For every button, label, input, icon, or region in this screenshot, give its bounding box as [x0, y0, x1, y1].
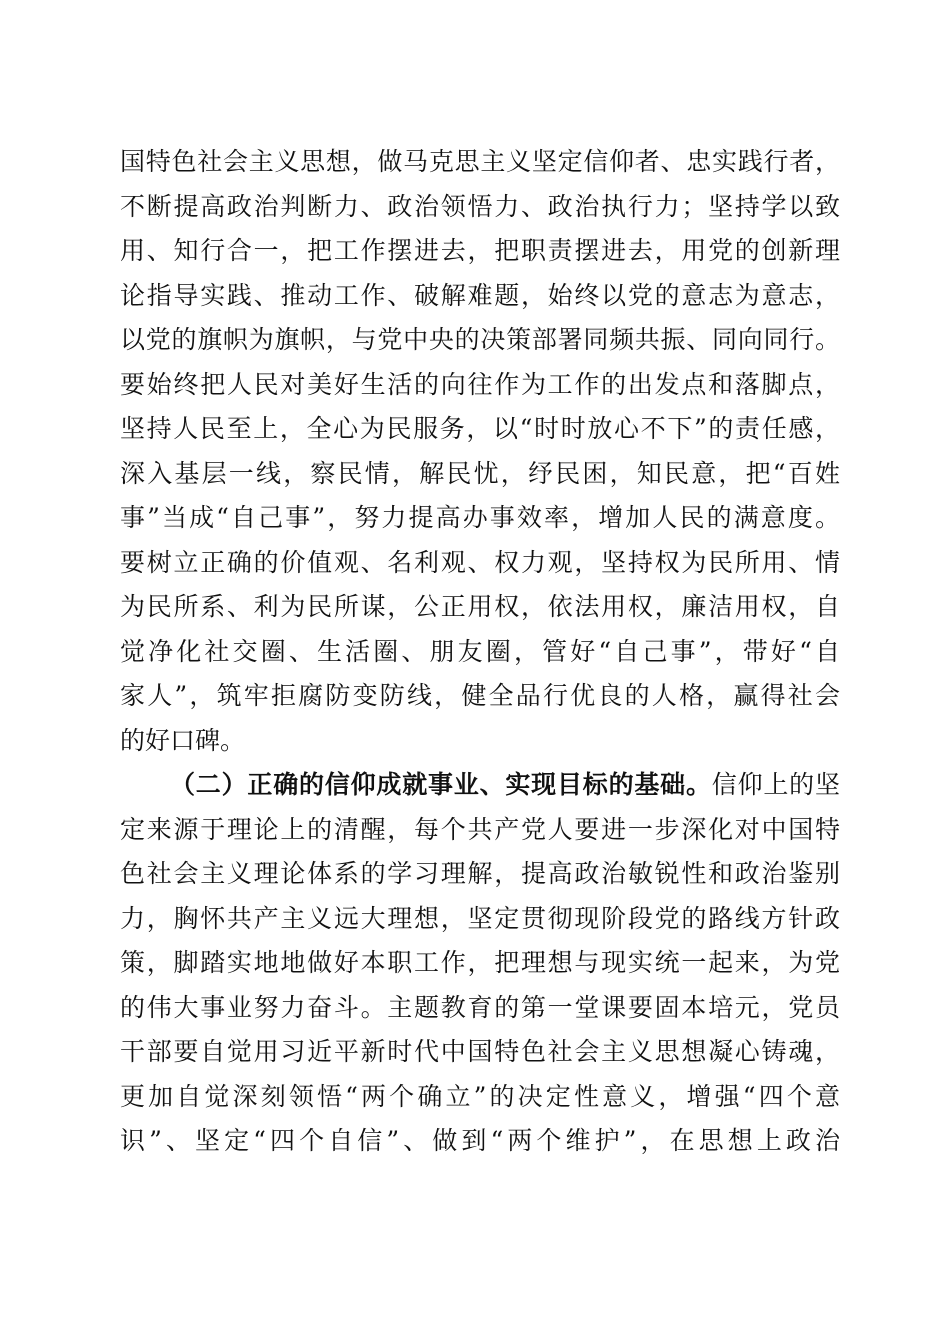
text-line: 论指导实践、推动工作、破解难题，始终以党的意志为意志， — [120, 280, 840, 310]
text-line: 觉净化社交圈、生活圈、朋友圈，管好“自己事”，带好“自 — [120, 636, 840, 666]
section-heading: （二）正确的信仰成就事业、实现目标的基础。 — [170, 770, 712, 799]
text-line: 为民所系、利为民所谋，公正用权，依法用权，廉洁用权，自 — [120, 592, 840, 621]
body-text — [120, 140, 840, 1164]
text-line: 国特色社会主义思想，做马克思主义坚定信仰者、忠实践行者， — [120, 147, 840, 176]
text-line: 的伟大事业努力奋斗。主题教育的第一堂课要固本培元，党员 — [120, 992, 840, 1022]
text-line: 深入基层一线，察民情，解民忧，纾民困，知民意，把“百姓 — [120, 458, 840, 488]
text-line: 识”、坚定“四个自信”、做到“两个维护”，在思想上政治 — [120, 1126, 840, 1155]
text-line: 坚持人民至上，全心为民服务，以“时时放心不下”的责任感， — [120, 414, 840, 443]
section-heading-line — [120, 763, 840, 808]
text-line: 家人”，筑牢拒腐防变防线，健全品行优良的人格，赢得社会 — [120, 681, 840, 710]
text-line: 要树立正确的价值观、名利观、权力观，坚持权为民所用、情 — [120, 547, 840, 577]
text-line: 的好口碑。 — [120, 725, 246, 755]
text-line: 定来源于理论上的清醒，每个共产党人要进一步深化对中国特 — [120, 814, 840, 844]
text-line: 色社会主义理论体系的学习理解，提高政治敏锐性和政治鉴别 — [120, 859, 840, 888]
text-line: 事”当成“自己事”，努力提高办事效率，增加人民的满意度。 — [120, 503, 840, 532]
text-line: 力，胸怀共产主义远大理想，坚定贯彻现阶段党的路线方针政 — [120, 903, 840, 933]
text-line: 用、知行合一，把工作摆进去，把职责摆进去，用党的创新理 — [120, 236, 840, 265]
text-line: 不断提高政治判断力、政治领悟力、政治执行力；坚持学以致 — [120, 191, 840, 221]
text-line: 更加自觉深刻领悟“两个确立”的决定性意义，增强“四个意 — [120, 1081, 840, 1111]
text-line: 要始终把人民对美好生活的向往作为工作的出发点和落脚点， — [120, 369, 840, 399]
text-line: 以党的旗帜为旗帜，与党中央的决策部署同频共振、同向同行。 — [120, 325, 840, 354]
text-line: 干部要自觉用习近平新时代中国特色社会主义思想凝心铸魂， — [120, 1037, 840, 1066]
text-line: 策，脚踏实地地做好本职工作，把理想与现实统一起来，为党 — [120, 948, 840, 977]
section-first-line-rest: 信仰上的坚 — [711, 770, 840, 799]
